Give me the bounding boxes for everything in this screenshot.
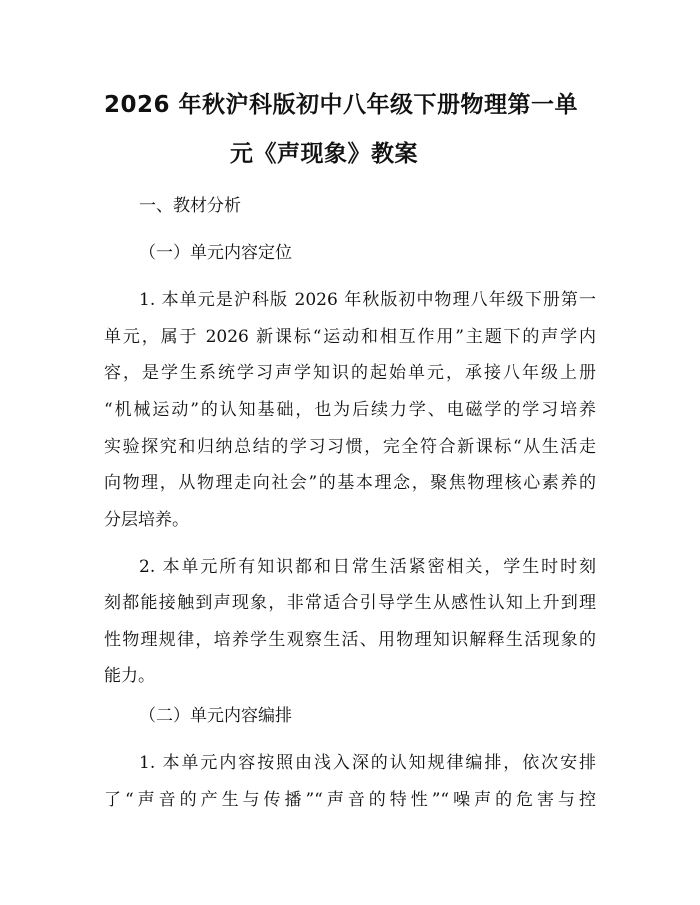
paragraph-1-line-5: 实验探究和归纳总结的学习习惯，完全符合新课标“从生活走 xyxy=(104,437,596,457)
paragraph-1-line-7: 分层培养。 xyxy=(104,510,189,530)
paragraph-1-line-2: 单元，属于 2026 新课标“运动和相互作用”主题下的声学内 xyxy=(104,327,596,347)
subsection-heading-unit-positioning: （一）单元内容定位 xyxy=(139,243,292,263)
document-title-line-1: 2026 年秋沪科版初中八年级下册物理第一单 xyxy=(104,92,579,118)
section-heading-textbook-analysis: 一、教材分析 xyxy=(139,196,241,216)
paragraph-1-line-4: “机械运动”的认知基础，也为后续力学、电磁学的学习培养 xyxy=(104,400,596,420)
paragraph-2-line-3: 性物理规律，培养学生观察生活、用物理知识解释生活现象的 xyxy=(104,630,596,650)
paragraph-2-line-1: 2. 本单元所有知识都和日常生活紧密相关，学生时时刻 xyxy=(139,557,596,577)
paragraph-2-line-4: 能力。 xyxy=(104,666,155,686)
paragraph-2-line-2: 刻都能接触到声现象，非常适合引导学生从感性认知上升到理 xyxy=(104,593,596,613)
paragraph-3-line-1: 1. 本单元内容按照由浅入深的认知规律编排，依次安排 xyxy=(139,753,596,773)
paragraph-1-line-6: 向物理，从物理走向社会”的基本理念，聚焦物理核心素养的 xyxy=(104,473,596,493)
document-title-line-2: 元《声现象》教案 xyxy=(230,141,418,167)
subsection-heading-unit-arrangement: （二）单元内容编排 xyxy=(139,706,292,726)
paragraph-1-line-3: 容，是学生系统学习声学知识的起始单元，承接八年级上册 xyxy=(104,363,596,383)
paragraph-3-line-2: 了“声音的产生与传播”“声音的特性”“噪声的危害与控 xyxy=(104,790,596,810)
paragraph-1-line-1: 1. 本单元是沪科版 2026 年秋版初中物理八年级下册第一 xyxy=(139,290,596,310)
